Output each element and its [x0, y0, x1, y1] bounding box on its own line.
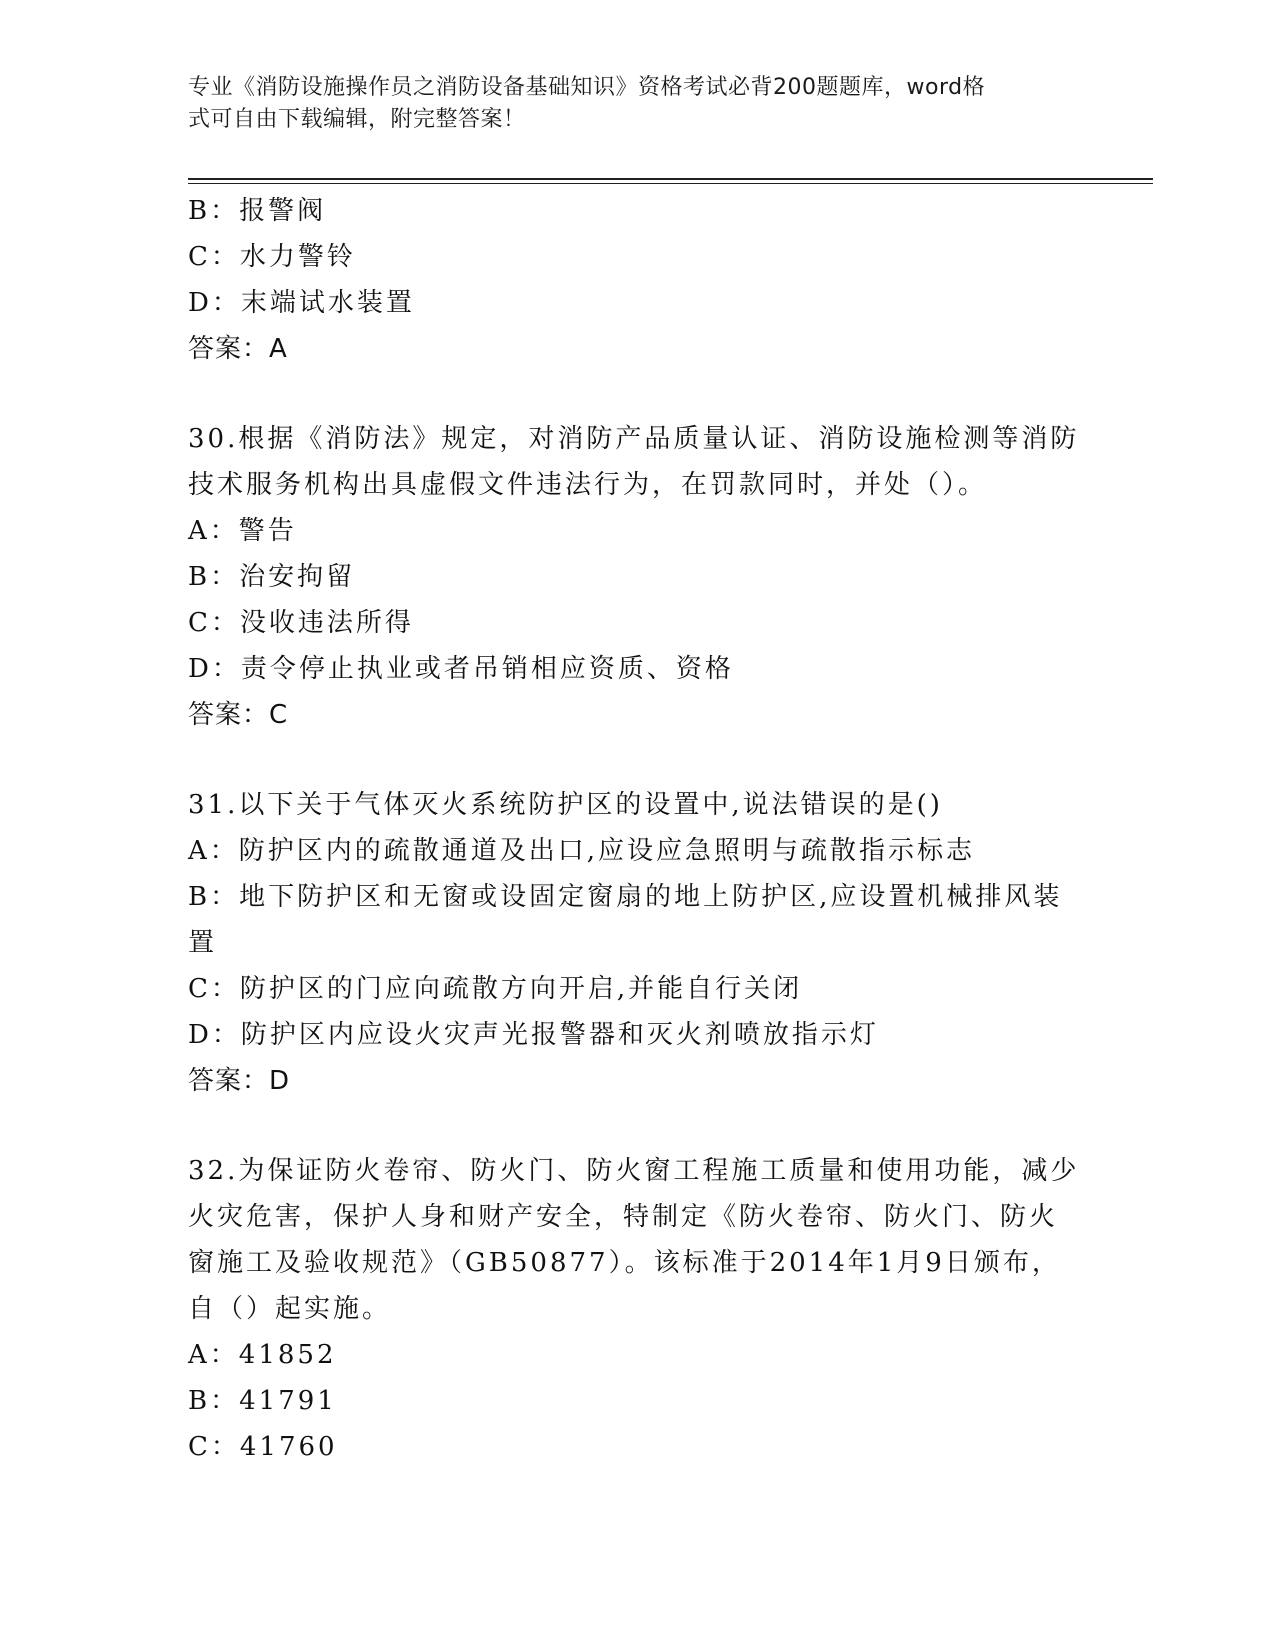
- question-text-line: 32.为保证防火卷帘、防火门、防火窗工程施工质量和使用功能，减少: [188, 1156, 1080, 1186]
- question-31: [188, 782, 1088, 1104]
- header-divider-thin: [188, 183, 1153, 184]
- question-text-line: 技术服务机构出具虚假文件违法行为，在罚款同时，并处（）。: [188, 470, 988, 500]
- option-c: C：没收违法所得: [188, 608, 414, 638]
- question-29-tail: [188, 188, 1088, 372]
- option-b: B：报警阀: [188, 196, 327, 226]
- question-32: [188, 1148, 1088, 1470]
- header-divider-thick: [188, 178, 1153, 180]
- option-d: D：防护区内应设火灾声光报警器和灭火剂喷放指示灯: [188, 1020, 879, 1050]
- answer-line: 答案：A: [188, 334, 288, 364]
- header-line-2: 式可自由下载编辑，附完整答案！: [188, 107, 526, 132]
- document-header: [188, 72, 1068, 136]
- question-text-line: 自（）起实施。: [188, 1294, 392, 1324]
- option-c: C：41760: [188, 1432, 338, 1462]
- option-d: D：责令停止执业或者吊销相应资质、资格: [188, 654, 734, 684]
- question-text-line: 30.根据《消防法》规定，对消防产品质量认证、消防设施检测等消防: [188, 424, 1080, 454]
- option-b: B：治安拘留: [188, 562, 356, 592]
- spacer: [188, 372, 1088, 416]
- spacer: [188, 738, 1088, 782]
- question-text-line: 窗施工及验收规范》（GB50877）。该标准于2014年1月9日颁布，: [188, 1248, 1061, 1278]
- option-c: C：防护区的门应向疏散方向开启,并能自行关闭: [188, 974, 803, 1004]
- question-30: [188, 416, 1088, 738]
- header-line-1: 专业《消防设施操作员之消防设备基础知识》资格考试必背200题题库，word格: [188, 75, 986, 100]
- option-a: A：41852: [188, 1340, 337, 1370]
- answer-line: 答案：C: [188, 700, 289, 730]
- spacer: [188, 1104, 1088, 1148]
- option-c: C：水力警铃: [188, 242, 356, 272]
- answer-line: 答案：D: [188, 1066, 291, 1096]
- option-d: D：末端试水装置: [188, 288, 415, 318]
- option-b: B：41791: [188, 1386, 337, 1416]
- option-a: A：警告: [188, 516, 297, 546]
- option-b: B：地下防护区和无窗或设固定窗扇的地上防护区,应设置机械排风装: [188, 882, 1063, 912]
- option-a: A：防护区内的疏散通道及出口,应设应急照明与疏散指示标志: [188, 836, 976, 866]
- option-b-continued: 置: [188, 928, 218, 958]
- question-text-line: 31.以下关于气体灭火系统防护区的设置中,说法错误的是(): [188, 790, 943, 820]
- question-text-line: 火灾危害，保护人身和财产安全，特制定《防火卷帘、防火门、防火: [188, 1202, 1059, 1232]
- question-content: [188, 188, 1088, 1470]
